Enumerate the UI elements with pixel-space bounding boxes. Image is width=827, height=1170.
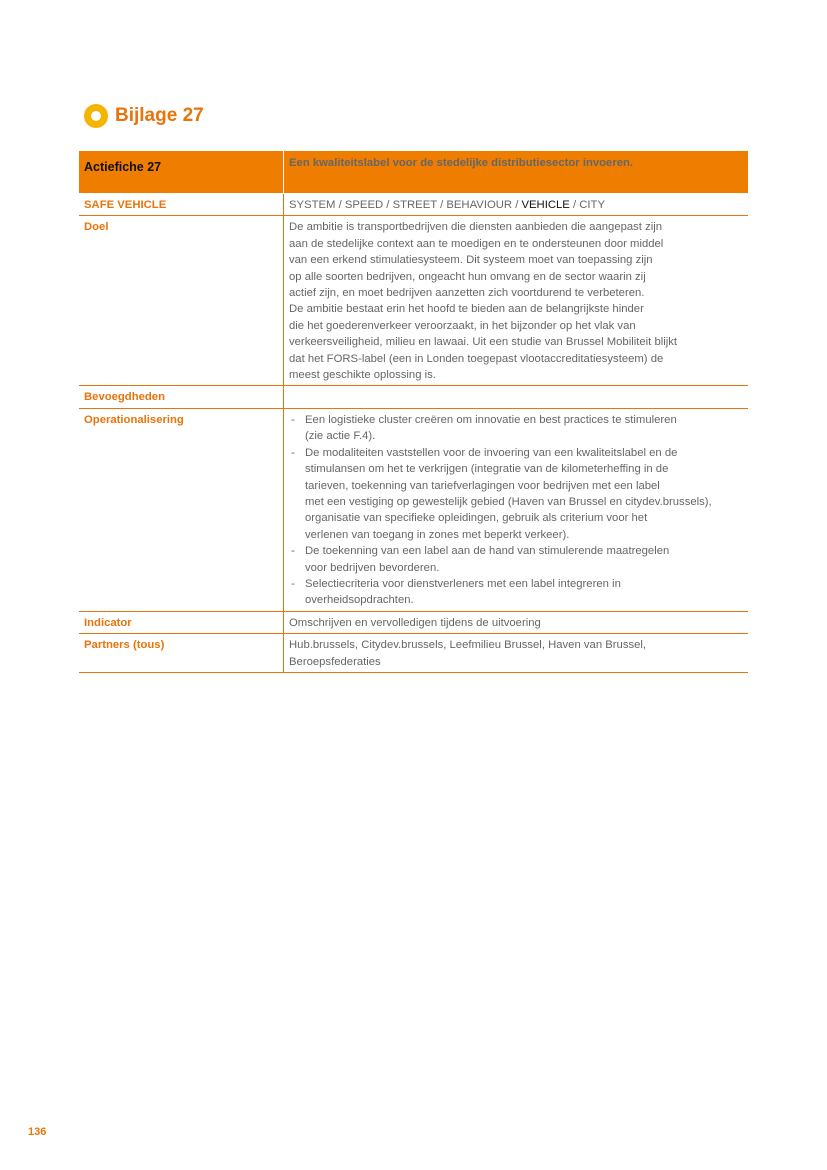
doel-label: Doel	[79, 216, 284, 386]
list-item	[289, 412, 742, 445]
page-number: 136	[28, 1126, 47, 1138]
bevoegdheden-value	[284, 386, 749, 408]
partners-label: Partners (tous)	[79, 634, 284, 673]
sheet-number: Actiefiche 27	[79, 151, 284, 193]
text-line: overheidsopdrachten.	[305, 594, 414, 607]
text-line: Beroepsfederaties	[289, 655, 381, 668]
sheet-title: Een kwaliteitslabel voor de stedelijke distributiesector invoeren.	[284, 151, 749, 193]
text-line: stimulansen om het te verkrijgen (integratie van de kilometerheffing in de	[305, 463, 669, 476]
text-line: tarieven, toekenning van tariefverlagingen voor bedrijven met een label	[305, 479, 660, 492]
text-line: dat het FORS-label (een in Londen toegepast vlootaccreditatiesysteem) de	[289, 352, 664, 365]
category-path-before: SYSTEM / SPEED / STREET / BEHAVIOUR /	[289, 199, 522, 211]
category-label: SAFE VEHICLE	[79, 194, 284, 216]
indicator-value: Omschrijven en vervolledigen tijdens de uitvoering	[284, 611, 749, 633]
text-line: van een erkend stimulatiesysteem. Dit systeem moet van toepassing zijn	[289, 254, 653, 267]
list-item	[289, 543, 742, 576]
section-heading	[84, 104, 204, 128]
doel-text	[284, 216, 749, 386]
text-line: aan de stedelijke context aan te moedigen en te ondersteunen door middel	[289, 237, 664, 250]
text-line: De ambitie bestaat erin het hoofd te bieden aan de belangrijkste hinder	[289, 303, 644, 316]
partners-value	[284, 634, 749, 673]
text-line: meest geschikte oplossing is.	[289, 369, 436, 382]
indicator-label: Indicator	[79, 611, 284, 633]
page-title: Bijlage 27	[115, 105, 204, 126]
text-line: voor bedrijven bevorderen.	[305, 561, 440, 574]
ring-bullet-icon	[84, 104, 108, 128]
table-row-partners	[79, 634, 748, 673]
list-item	[289, 576, 742, 609]
table-row-indicator	[79, 611, 748, 633]
category-path-after: / CITY	[569, 199, 605, 211]
text-line: op alle soorten bedrijven, ongeacht hun omvang en de sector waarin zij	[289, 270, 646, 283]
text-line: actief zijn, en moet bedrijven aanzetten zich voortdurend te verbeteren.	[289, 287, 645, 300]
table-row-bevoegdheden	[79, 386, 748, 408]
text-line: - Een logistieke cluster creëren om innovatie en best practices te stimuleren	[305, 413, 677, 426]
table-row-category	[79, 194, 748, 216]
table-row-doel	[79, 216, 748, 386]
text-line: die het goederenverkeer veroorzaakt, in het bijzonder op het vlak van	[289, 319, 636, 332]
text-line: verkeersveiligheid, milieu en lawaai. Uit een studie van Brussel Mobiliteit blijkt	[289, 336, 678, 349]
text-line: (zie actie F.4).	[305, 430, 376, 443]
text-line: verlenen van toegang in zones met beperkt verkeer).	[305, 528, 570, 541]
operationalisering-label: Operationalisering	[79, 408, 284, 611]
text-line: - Selectiecriteria voor dienstverleners met een label integreren in	[305, 577, 621, 590]
text-line: De ambitie is transportbedrijven die diensten aanbieden die aangepast zijn	[289, 221, 663, 234]
text-line: - De modaliteiten vaststellen voor de invoering van een kwaliteitslabel en de	[305, 446, 678, 459]
category-path-active: VEHICLE	[521, 199, 570, 211]
operationalisering-list	[284, 408, 749, 611]
bevoegdheden-label: Bevoegdheden	[79, 386, 284, 408]
text-line: - De toekenning van een label aan de hand van stimulerende maatregelen	[305, 545, 670, 558]
list-item	[289, 445, 742, 543]
text-line: Hub.brussels, Citydev.brussels, Leefmilieu Brussel, Haven van Brussel,	[289, 639, 647, 652]
text-line: organisatie van specifieke opleidingen, gebruik als criterium voor het	[305, 512, 648, 525]
dash-list	[289, 412, 742, 609]
category-path	[284, 194, 749, 216]
action-sheet-table	[79, 151, 748, 673]
table-row-operationalisering	[79, 408, 748, 611]
table-header-row	[79, 151, 748, 193]
text-line: met een vestiging op gewestelijk gebied (Haven van Brussel en citydev.brussels),	[305, 495, 712, 508]
